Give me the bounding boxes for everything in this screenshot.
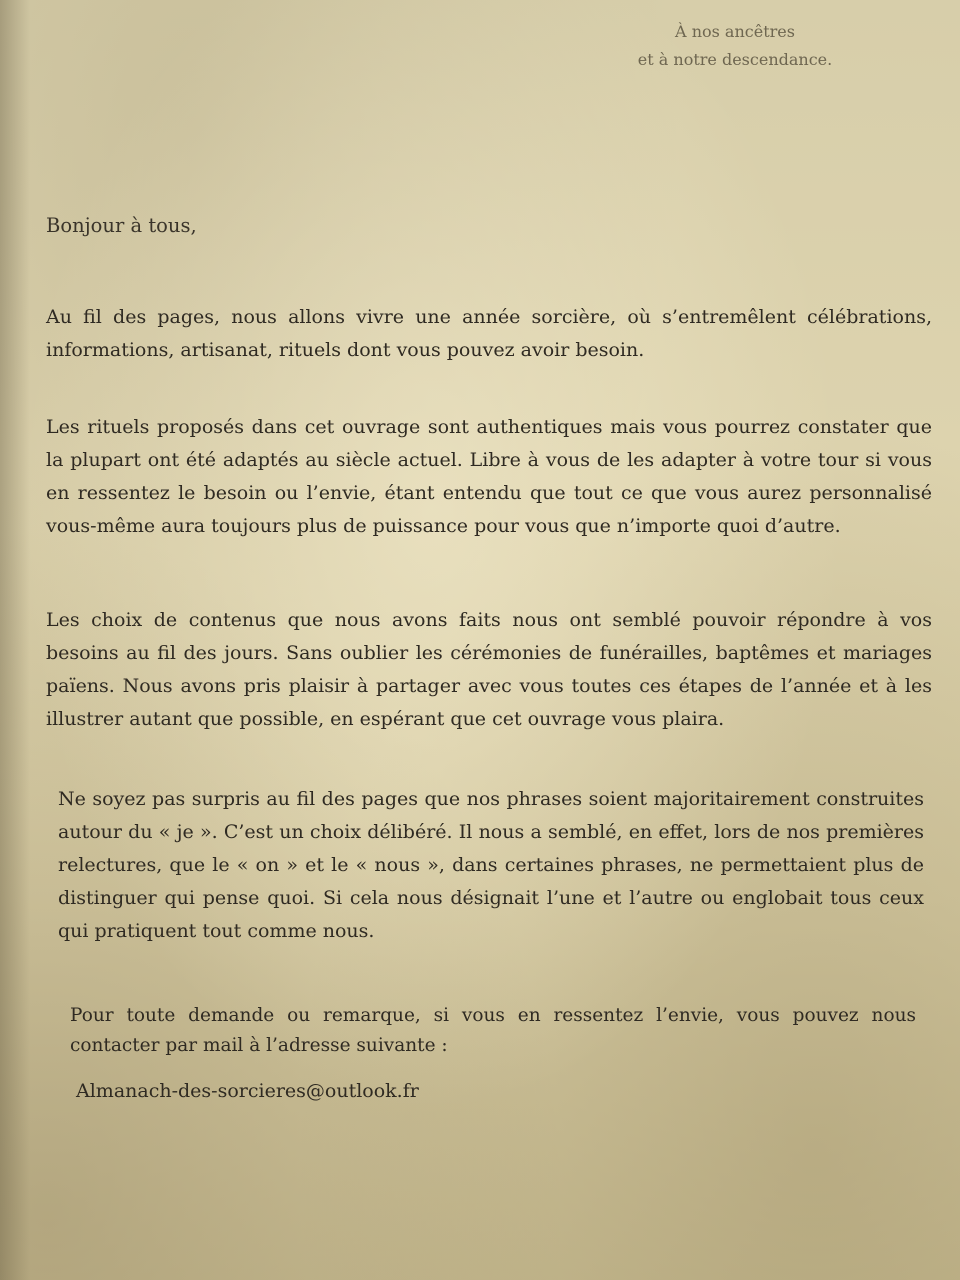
page-spine-shadow bbox=[0, 0, 30, 1280]
paragraph-contact: Pour toute demande ou remarque, si vous en ressentez l’envie, vous pouvez nous contacter par mail à l’adresse suivante : bbox=[70, 1004, 916, 1056]
paragraph-intro: Au fil des pages, nous allons vivre une année sorcière, où s’entremêlent célébrations, informations, artisanat, rituels dont vous pouvez avoir besoin. bbox=[46, 306, 932, 361]
letter-greeting: Bonjour à tous, bbox=[46, 214, 197, 237]
paragraph-je-choice: Ne soyez pas surpris au fil des pages que nos phrases soient majoritairement construites autour du « je ». C’est un choix délibéré. Il nous a semblé, en effet, lors de nos premières relectures, que le « on » et le « nous », dans certaines phrases, ne permettaient plus de distinguer qui pense quoi. Si cela nous désignait l’une et l’autre ou englobait tous ceux qui pratiquent tout comme nous. bbox=[58, 788, 924, 942]
contact-email: Almanach-des-sorcieres@outlook.fr bbox=[76, 1080, 419, 1102]
dedication bbox=[590, 18, 880, 74]
dedication-line-2: et à notre descendance. bbox=[637, 50, 833, 69]
paragraph-content-choices: Les choix de contenus que nous avons faits nous ont semblé pouvoir répondre à vos besoins au fil des jours. Sans oublier les cérémonies de funérailles, baptêmes et mariages païens. Nous avons pris plaisir à partager avec vous toutes ces étapes de l’année et à les illustrer autant que possible, en espérant que cet ouvrage vous plaira. bbox=[46, 609, 932, 730]
paragraph-rituals: Les rituels proposés dans cet ouvrage sont authentiques mais vous pourrez constater que la plupart ont été adaptés au siècle actuel. Libre à vous de les adapter à votre tour si vous en ressentez le besoin ou l’envie, étant entendu que tout ce que vous aurez personnalisé vous-même aura toujours plus de puissance pour vous que n’importe quoi d’autre. bbox=[46, 416, 932, 537]
dedication-line-1: À nos ancêtres bbox=[675, 22, 795, 41]
